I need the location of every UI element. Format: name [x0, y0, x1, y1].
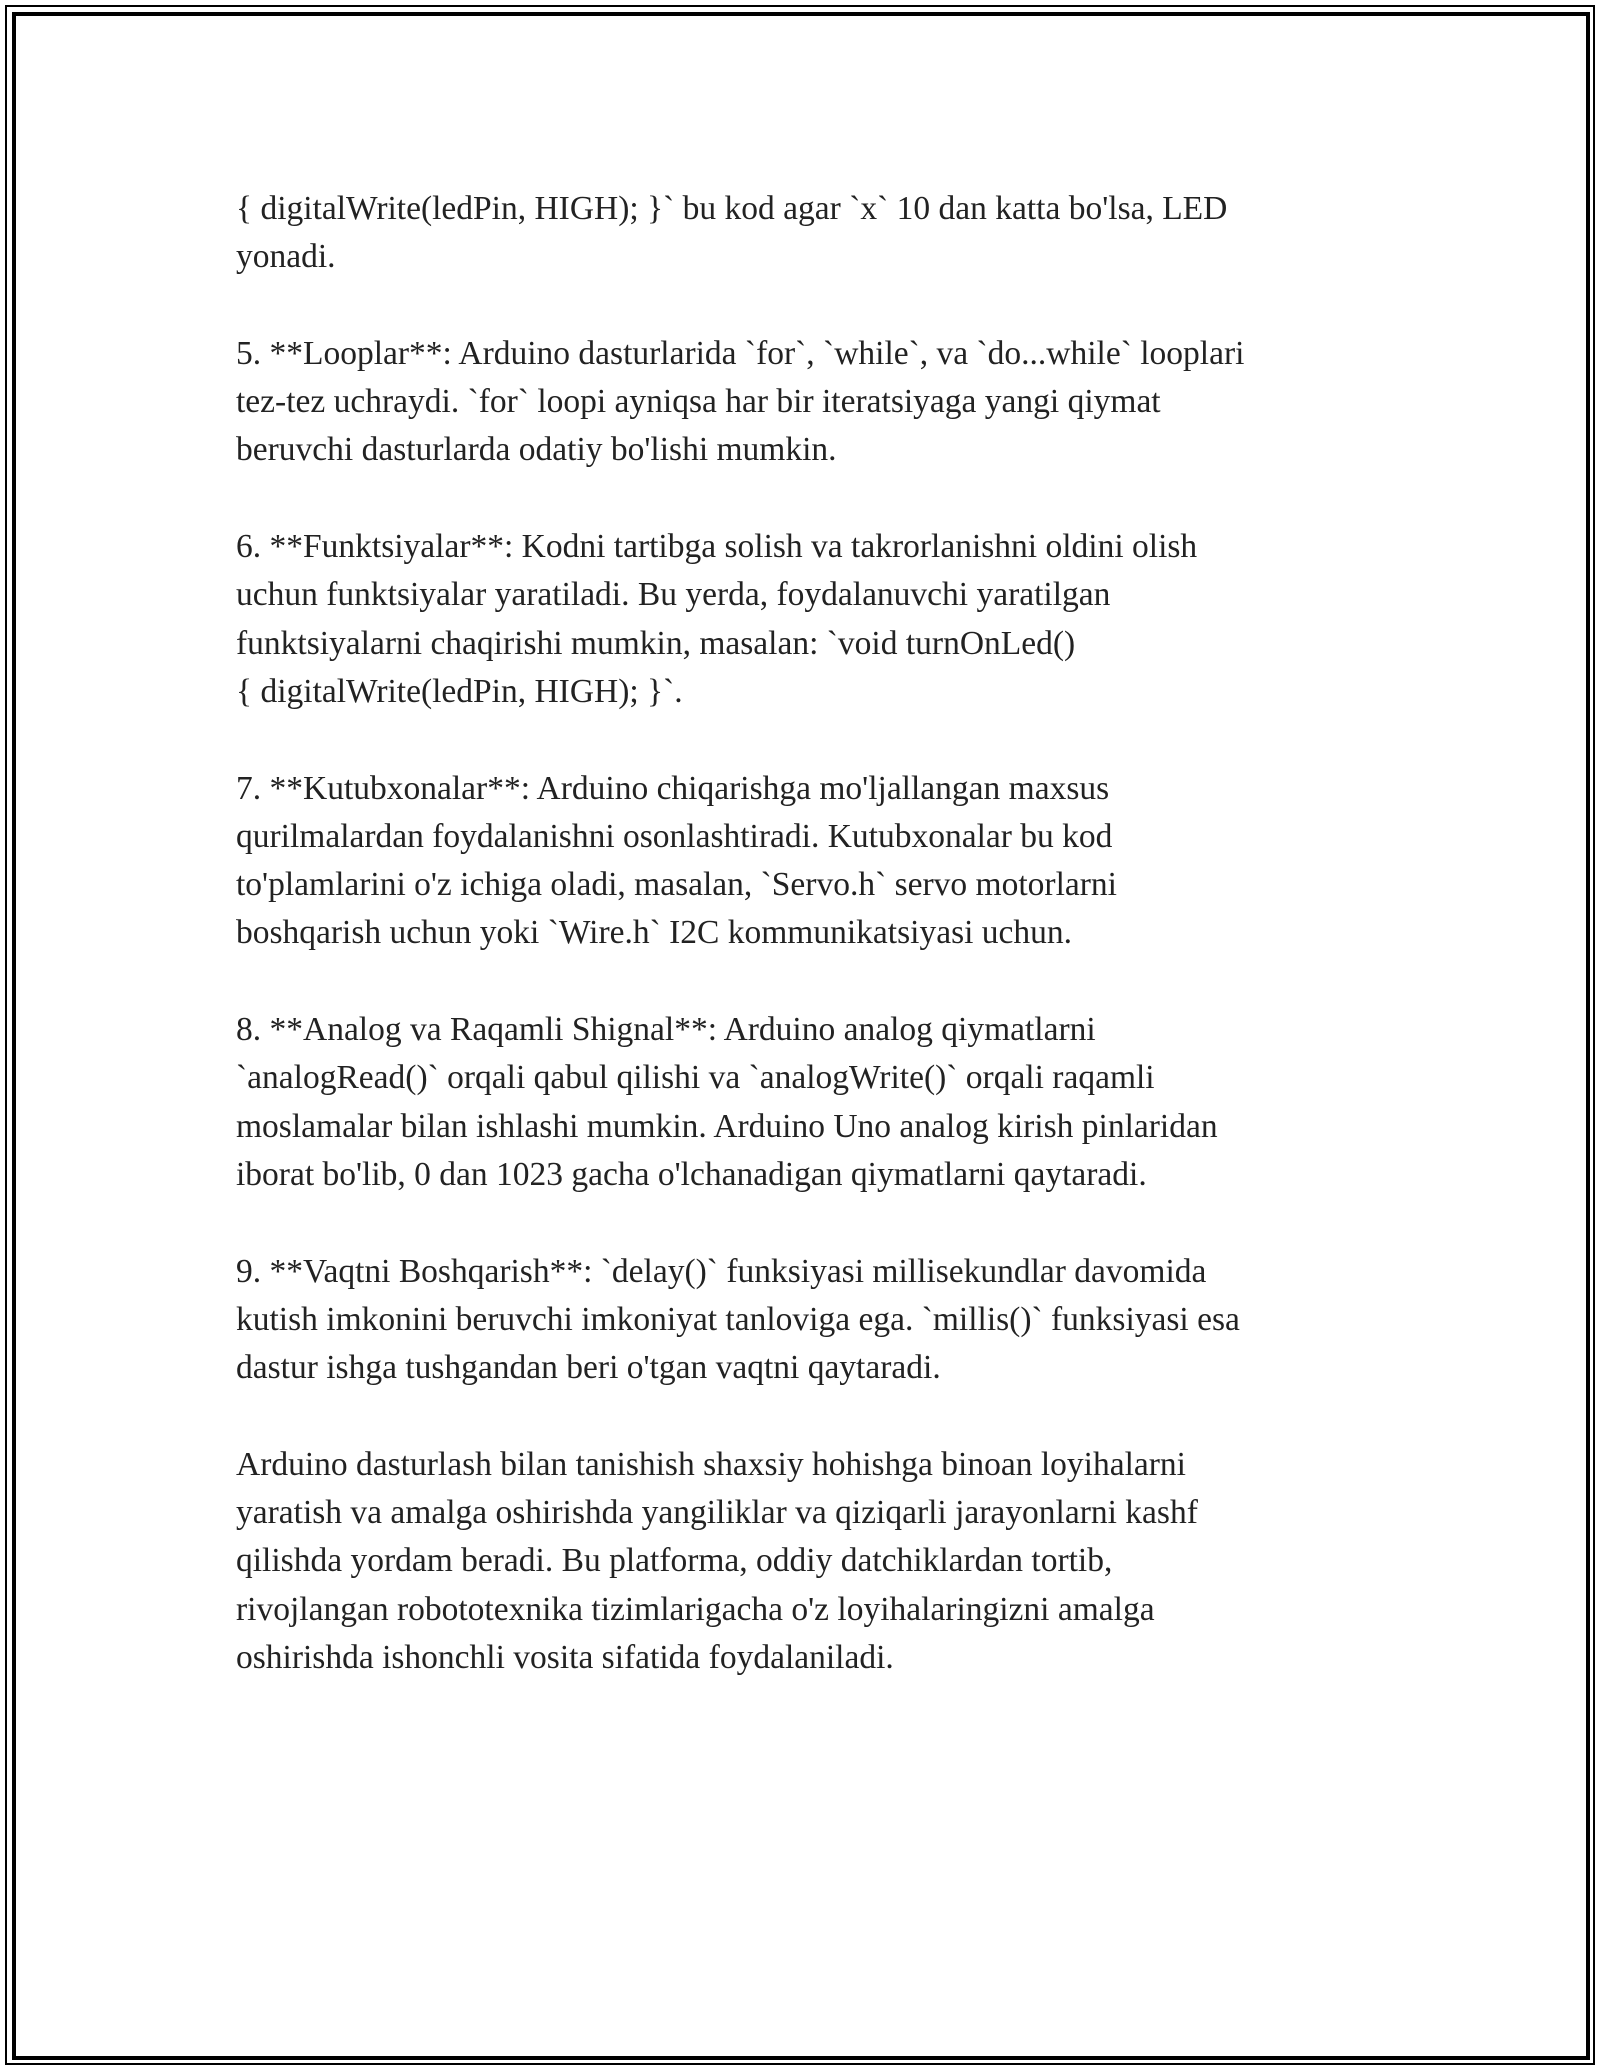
text-line: dastur ishga tushgandan beri o'tgan vaqtni qaytaradi.	[236, 1349, 941, 1387]
text-line: yaratish va amalga oshirishda yangiliklar va qiziqarli jarayonlarni kashf	[236, 1494, 1198, 1532]
text-line: 7. **Kutubxonalar**: Arduino chiqarishga mo'ljallangan maxsus	[236, 769, 1110, 807]
paragraph-funktsiyalar	[236, 523, 1361, 716]
text-line: iborat bo'lib, 0 dan 1023 gacha o'lchanadigan qiymatlarni qaytaradi.	[236, 1155, 1147, 1193]
paragraph-conditional-continued	[236, 185, 1361, 282]
text-line: qilishda yordam beradi. Bu platforma, oddiy datchiklardan tortib,	[236, 1542, 1113, 1580]
text-line: moslamalar bilan ishlashi mumkin. Arduino Uno analog kirish pinlaridan	[236, 1107, 1218, 1145]
text-line: uchun funktsiyalar yaratiladi. Bu yerda, foydalanuvchi yaratilgan	[236, 576, 1111, 614]
text-line: funktsiyalarni chaqirishi mumkin, masalan: `void turnOnLed()	[236, 624, 1076, 662]
paragraph-conclusion	[236, 1441, 1361, 1682]
text-line: yonadi.	[236, 238, 336, 276]
paragraph-vaqtni-boshqarish	[236, 1248, 1361, 1393]
text-line: 5. **Looplar**: Arduino dasturlarida `for`, `while`, va `do...while` looplari	[236, 334, 1245, 372]
paragraph-kutubxonalar	[236, 765, 1361, 958]
text-line: kutish imkonini beruvchi imkoniyat tanloviga ega. `millis()` funksiyasi esa	[236, 1300, 1240, 1338]
text-line: qurilmalardan foydalanishni osonlashtiradi. Kutubxonalar bu kod	[236, 817, 1113, 855]
text-line: Arduino dasturlash bilan tanishish shaxsiy hohishga binoan loyihalarni	[236, 1445, 1186, 1483]
text-line: beruvchi dasturlarda odatiy bo'lishi mumkin.	[236, 431, 837, 469]
document-body	[236, 185, 1361, 1731]
text-line: rivojlangan robototexnika tizimlarigacha o'z loyihalaringizni amalga	[236, 1590, 1155, 1628]
text-line: { digitalWrite(ledPin, HIGH); }` bu kod agar `x` 10 dan katta bo'lsa, LED	[236, 190, 1228, 227]
text-line: `analogRead()` orqali qabul qilishi va `analogWrite()` orqali raqamli	[236, 1059, 1155, 1097]
paragraph-analog-raqamli	[236, 1006, 1361, 1199]
text-line: boshqarish uchun yoki `Wire.h` I2C kommunikatsiyasi uchun.	[236, 914, 1073, 952]
text-line: oshirishda ishonchli vosita sifatida foydalaniladi.	[236, 1638, 894, 1676]
text-line: 6. **Funktsiyalar**: Kodni tartibga solish va takrorlanishni oldini olish	[236, 528, 1198, 566]
text-line: tez-tez uchraydi. `for` loopi ayniqsa har bir iteratsiyaga yangi qiymat	[236, 383, 1161, 421]
text-line: 9. **Vaqtni Boshqarish**: `delay()` funksiyasi millisekundlar davomida	[236, 1252, 1207, 1290]
text-line: to'plamlarini o'z ichiga oladi, masalan, `Servo.h` servo motorlarni	[236, 866, 1117, 904]
paragraph-looplar	[236, 330, 1361, 475]
text-line: 8. **Analog va Raqamli Shignal**: Arduino analog qiymatlarni	[236, 1011, 1096, 1049]
text-line: { digitalWrite(ledPin, HIGH); }`.	[236, 672, 683, 710]
